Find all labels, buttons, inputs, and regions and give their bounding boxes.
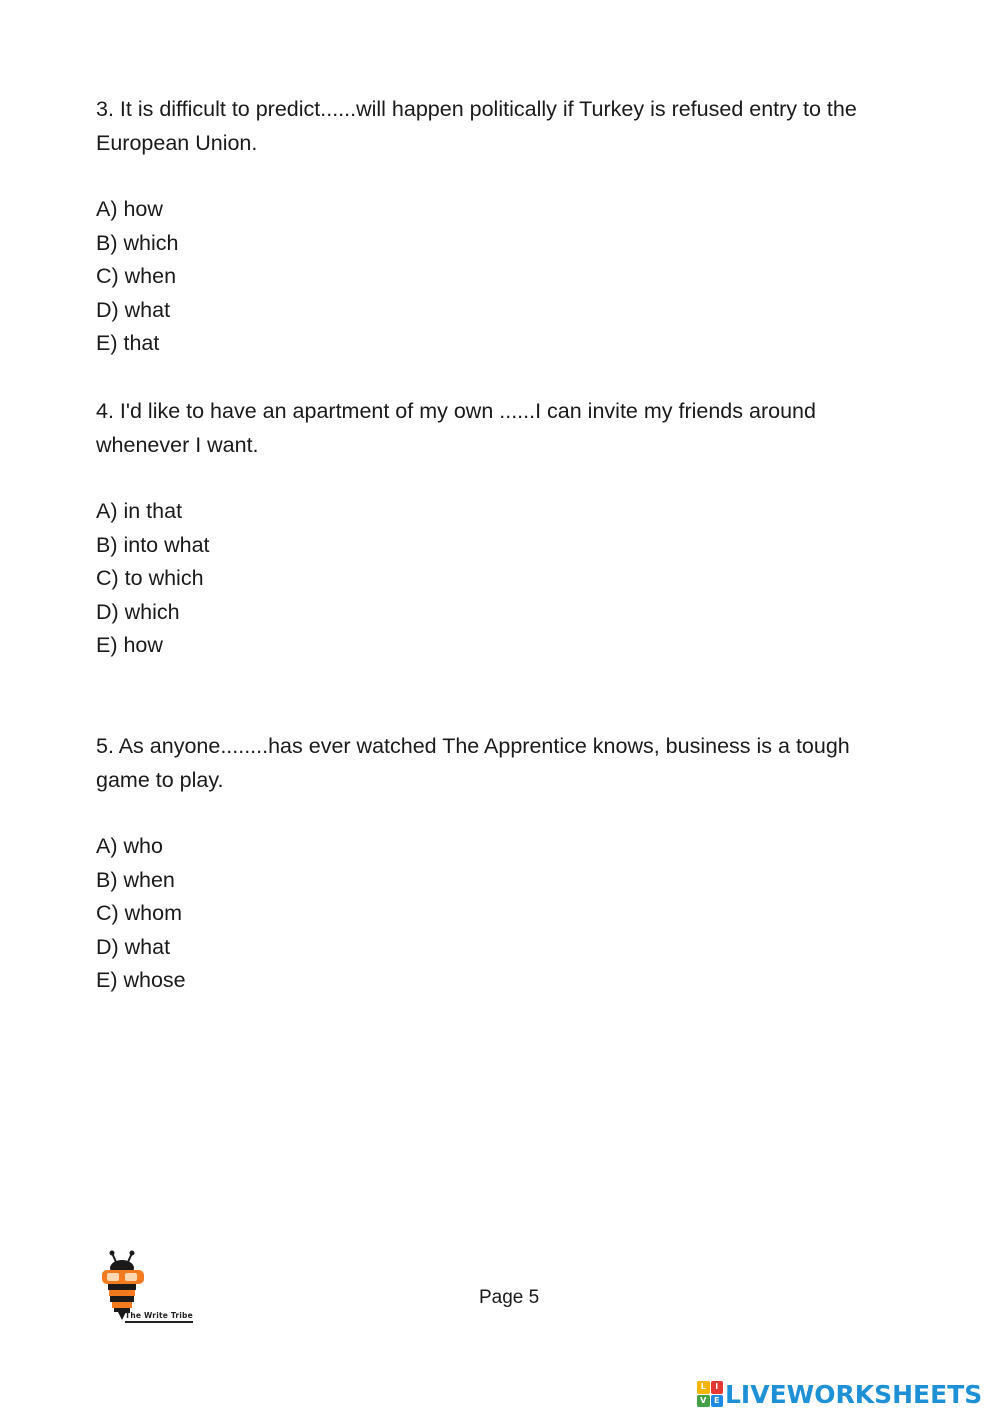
logo-caption: The Write Tribe: [125, 1311, 193, 1323]
liveworksheets-badge-icon: [697, 1381, 723, 1407]
liveworksheets-watermark[interactable]: [697, 1377, 982, 1411]
question-5-option-a[interactable]: A) who: [96, 834, 163, 858]
question-5-options: [96, 830, 896, 998]
page-number: Page 5: [479, 1287, 540, 1308]
question-3-text: 3. It is difficult to predict......will happen politically if Turkey is refused entry to the European Union.: [96, 97, 857, 155]
question-5: [96, 730, 896, 998]
question-5-option-d[interactable]: D) what: [96, 934, 171, 959]
question-4-option-b[interactable]: B) into what: [96, 532, 210, 557]
question-3-options: [96, 193, 896, 361]
liveworksheets-text: LIVEWORKSHEETS: [725, 1379, 983, 1409]
question-4-option-d[interactable]: D) which: [96, 599, 180, 624]
question-3: [96, 93, 896, 361]
badge-letter-l: L: [697, 1381, 710, 1394]
question-3-option-b[interactable]: B) which: [96, 230, 179, 255]
question-3-option-c[interactable]: C) when: [96, 264, 177, 288]
question-4-text: 4. I'd like to have an apartment of my own ......I can invite my friends around whenever I want.: [96, 399, 816, 457]
question-4-option-c[interactable]: C) to which: [96, 566, 204, 590]
question-3-option-d[interactable]: D) what: [96, 297, 171, 322]
question-5-option-c[interactable]: C) whom: [96, 901, 183, 925]
question-3-option-e[interactable]: E) that: [96, 331, 160, 355]
question-5-option-e[interactable]: E) whose: [96, 968, 186, 992]
question-5-text: 5. As anyone........has ever watched The Apprentice knows, business is a tough game to play.: [96, 734, 850, 792]
question-3-option-a[interactable]: A) how: [96, 197, 163, 221]
question-4-options: [96, 495, 896, 663]
question-4: [96, 395, 896, 663]
badge-letter-e: E: [711, 1395, 724, 1408]
badge-letter-i: I: [711, 1381, 724, 1394]
question-5-option-b[interactable]: B) when: [96, 867, 175, 892]
question-4-option-a[interactable]: A) in that: [96, 499, 183, 523]
badge-letter-v: V: [697, 1395, 710, 1408]
question-4-option-e[interactable]: E) how: [96, 633, 163, 657]
